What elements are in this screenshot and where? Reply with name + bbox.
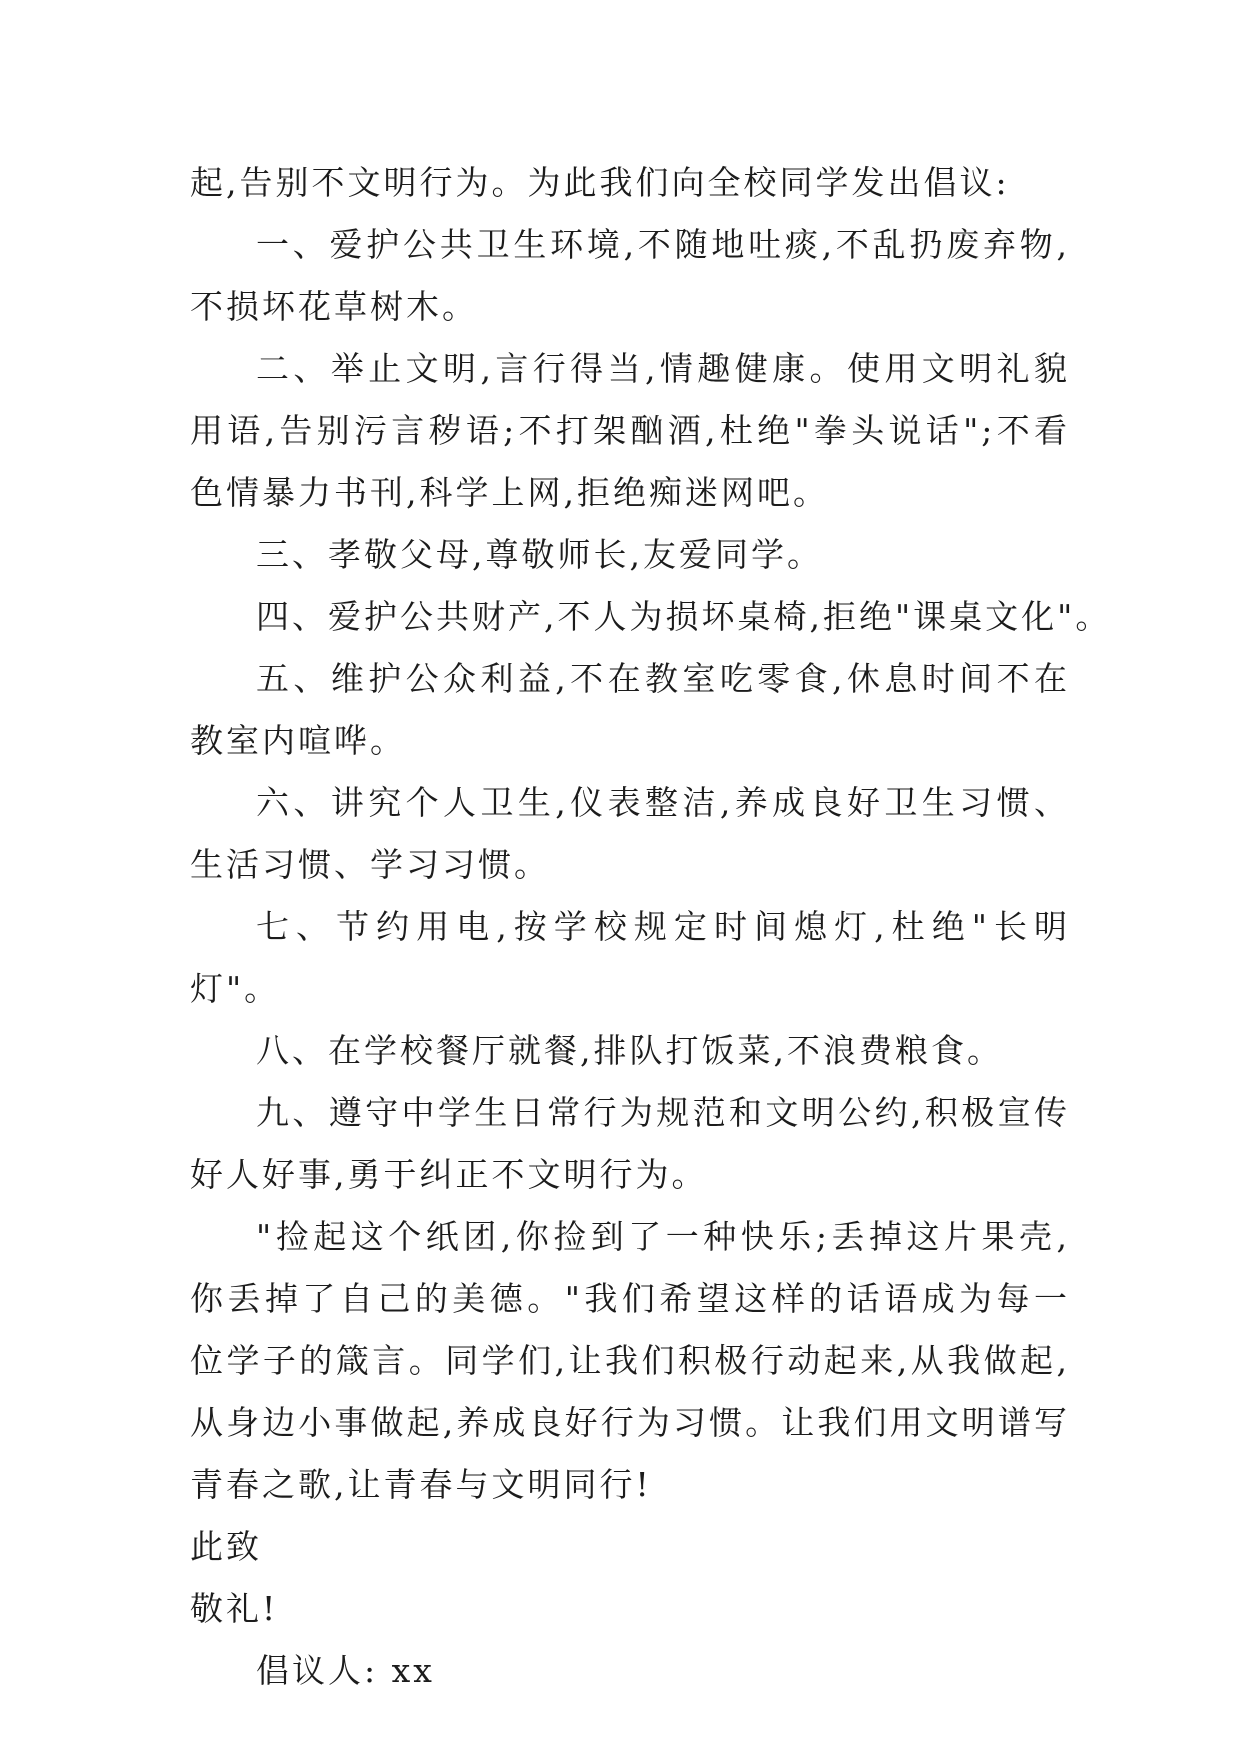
proposal-item-1: 一、爱护公共卫生环境,不随地吐痰,不乱扔废弃物,不损坏花草树木。 — [190, 225, 1070, 326]
proposal-item-9: 九、遵守中学生日常行为规范和文明公约,积极宣传好人好事,勇于纠正不文明行为。 — [190, 1093, 1070, 1194]
salutation-line-2: 敬礼! — [190, 1589, 279, 1628]
intro-paragraph-tail: 起,告别不文明行为。为此我们向全校同学发出倡议: — [190, 163, 1010, 202]
proposal-item-4: 四、爱护公共财产,不人为损坏桌椅,拒绝"课桌文化"。 — [256, 597, 1112, 636]
proposal-item-5: 五、维护公众利益,不在教室吃零食,休息时间不在教室内喧哗。 — [190, 659, 1070, 760]
closing-paragraph: "捡起这个纸团,你捡到了一种快乐;丢掉这片果壳,你丢掉了自己的美德。"我们希望这样的话语成为每一位学子的箴言。同学们,让我们积极行动起来,从我做起,从身边小事做起,养成良好行为习惯。让我们用文明谱写青春之歌,让青春与文明同行! — [190, 1217, 1070, 1504]
signer-line: 倡议人: xx — [256, 1651, 435, 1690]
proposal-item-2: 二、举止文明,言行得当,情趣健康。使用文明礼貌用语,告别污言秽语;不打架酗酒,杜绝"拳头说话";不看色情暴力书刊,科学上网,拒绝痴迷网吧。 — [190, 349, 1070, 512]
document-body — [190, 152, 1112, 1702]
proposal-item-8: 八、在学校餐厅就餐,排队打饭菜,不浪费粮食。 — [256, 1031, 1003, 1070]
proposal-item-7: 七、节约用电,按学校规定时间熄灯,杜绝"长明灯"。 — [190, 907, 1070, 1008]
salutation-line-1: 此致 — [190, 1527, 262, 1566]
proposal-item-6: 六、讲究个人卫生,仪表整洁,养成良好卫生习惯、生活习惯、学习习惯。 — [190, 783, 1070, 884]
proposal-item-3: 三、孝敬父母,尊敬师长,友爱同学。 — [256, 535, 823, 574]
